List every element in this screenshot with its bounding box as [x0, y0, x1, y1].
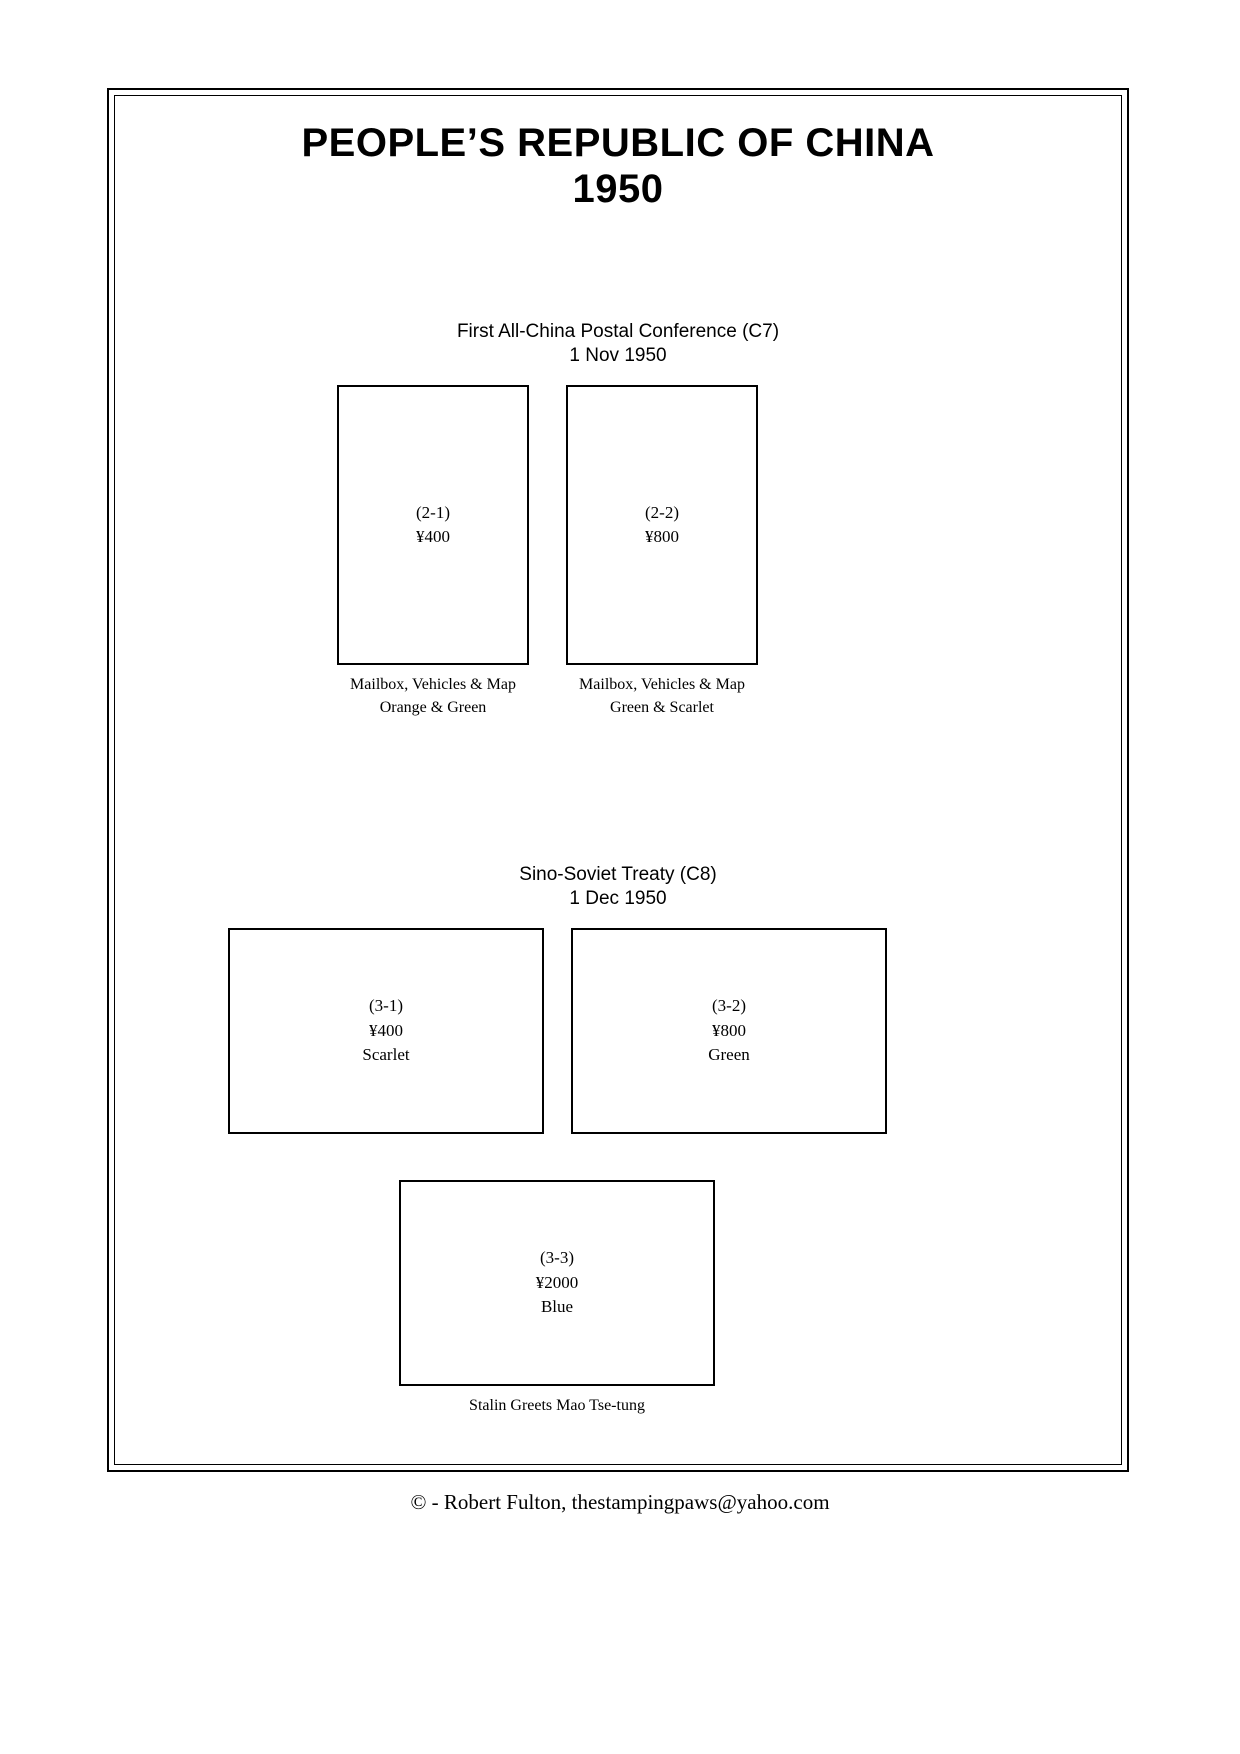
- stamp-color: Green: [708, 1044, 750, 1064]
- stamp-mount-box[interactable]: [571, 928, 887, 1134]
- stamp-slot-2-2[interactable]: [566, 385, 758, 665]
- stamp-denomination: ¥800: [645, 526, 679, 546]
- stamp-number: (2-1): [416, 502, 450, 522]
- stamp-number: (3-2): [712, 996, 746, 1016]
- album-page-content: [107, 88, 1129, 1472]
- stamp-color: Blue: [540, 1296, 574, 1316]
- caption-subject: Mailbox, Vehicles & Map: [579, 675, 745, 693]
- caption-colors: Green & Scarlet: [610, 698, 714, 716]
- page-title-year: 1950: [572, 167, 664, 212]
- caption-subject: Mailbox, Vehicles & Map: [350, 675, 516, 693]
- section-title: First All-China Postal Conference (C7): [456, 321, 780, 342]
- section-first-all-china-postal-conference: [107, 320, 1129, 716]
- stamp-row: [107, 385, 1129, 716]
- stamp-mount-box[interactable]: [399, 1180, 715, 1386]
- stamp-denomination: ¥2000: [535, 1272, 579, 1292]
- caption-subject: Stalin Greets Mao Tse-tung: [469, 1396, 645, 1414]
- stamp-mount-box[interactable]: [228, 928, 544, 1134]
- section-date: 1 Nov 1950: [569, 345, 667, 367]
- section-heading: [107, 320, 1129, 369]
- stamp-row: [107, 928, 1129, 1414]
- stamp-mount-box[interactable]: [566, 385, 758, 665]
- stamp-slot-3-2[interactable]: [571, 928, 887, 1134]
- section-date: 1 Dec 1950: [569, 888, 667, 910]
- stamp-color: Scarlet: [362, 1044, 410, 1064]
- stamp-number: (2-2): [645, 502, 679, 522]
- stamp-number: (3-1): [369, 996, 403, 1016]
- stamp-slot-2-1[interactable]: [337, 385, 529, 665]
- section-title: Sino-Soviet Treaty (C8): [519, 864, 717, 885]
- stamp-denomination: ¥800: [712, 1020, 746, 1040]
- stamp-caption-2-1: [337, 673, 529, 719]
- stamp-caption-2-2: [566, 673, 758, 719]
- page-footer-credit: © - Robert Fulton, thestampingpaws@yahoo.com: [410, 1490, 830, 1514]
- stamp-caption-3-3: [399, 1394, 715, 1417]
- section-heading: [107, 863, 1129, 912]
- stamp-denomination: ¥400: [416, 526, 450, 546]
- stamp-mount-box[interactable]: [337, 385, 529, 665]
- page-title: [107, 120, 1129, 213]
- stamp-slot-3-3[interactable]: [399, 1180, 715, 1386]
- stamp-number: (3-3): [540, 1248, 574, 1268]
- stamp-slot-3-1[interactable]: [228, 928, 544, 1134]
- caption-colors: Orange & Green: [379, 698, 487, 716]
- stamp-denomination: ¥400: [369, 1020, 403, 1040]
- page-title-country: PEOPLE’S REPUBLIC OF CHINA: [301, 121, 935, 165]
- section-sino-soviet-treaty: [107, 863, 1129, 1414]
